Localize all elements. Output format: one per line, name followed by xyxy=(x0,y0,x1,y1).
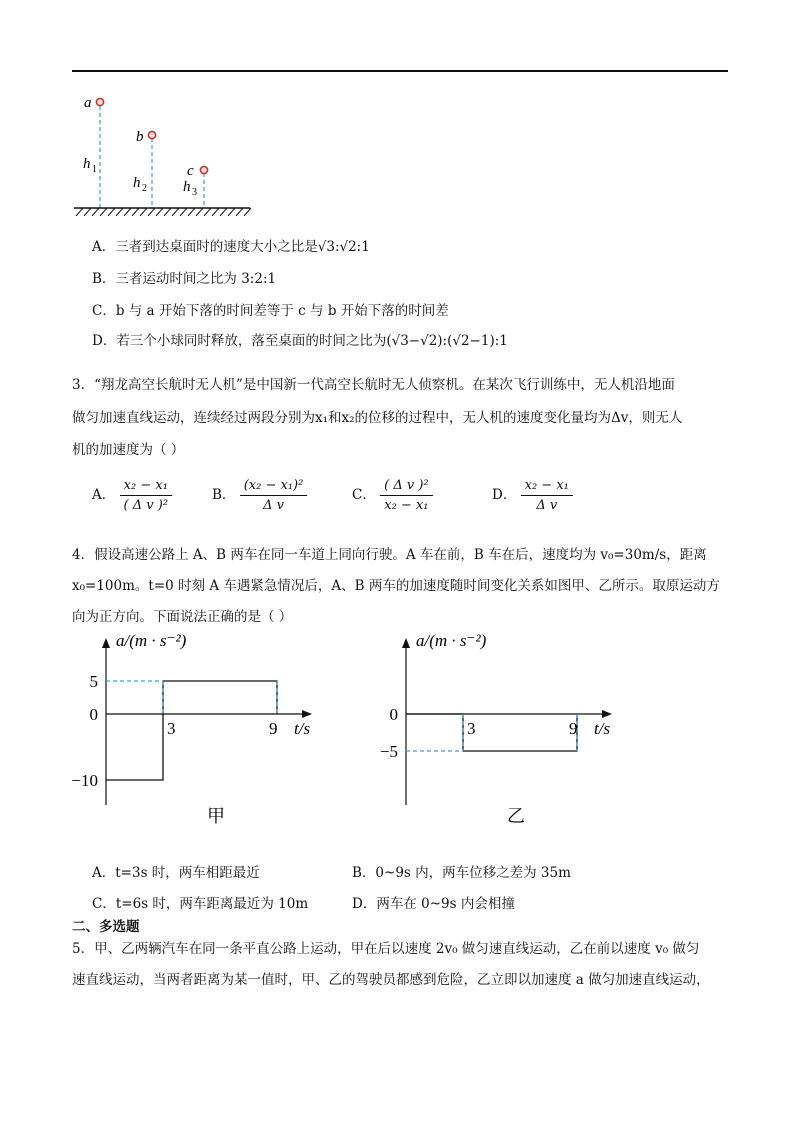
q3-option-d: D． $\frac{\text{x₂ − x₁}}{\text{Δ v}}$ xyxy=(492,478,573,513)
q4-line-2: x₀=100m。t=0 时刻 A 车遇紧急情况后，A、B 两车的加速度随时间变化关系如图甲、乙所示。取原运动方 xyxy=(72,578,720,594)
q3-b-denominator: Δ v xyxy=(263,498,284,513)
tabletop-hatching xyxy=(76,208,251,216)
q4-option-b: B．0~9s 内，两车位移之差为 35m xyxy=(352,865,571,881)
q3-d-numerator: x₂ − x₁ xyxy=(521,478,573,496)
q4-line-1: 4．假设高速公路上 A、B 两车在同一车道上同向行驶。A 车在前，B 车在后，速度均为 v₀=30m/s，距离 xyxy=(72,547,707,563)
q2-option-c: C．b 与 a 开始下落的时间差等于 c 与 b 开始下落的时间差 xyxy=(92,303,449,319)
y-tick-label: −10 xyxy=(71,771,98,790)
x-axis-arrow xyxy=(602,710,612,718)
label-a: a xyxy=(84,95,92,111)
ball-b xyxy=(148,131,155,138)
q3-b-numerator: (x₂ − x₁)² xyxy=(240,478,308,496)
label-c: c xyxy=(187,163,194,179)
y-tick-label: 0 xyxy=(389,705,398,724)
label-h1: h xyxy=(83,156,91,172)
q3-a-denominator: ( Δ v )² xyxy=(123,498,169,513)
label-h3: h xyxy=(183,179,191,195)
q3-c-numerator: ( Δ v )² xyxy=(380,478,432,496)
chart-title: 甲 xyxy=(207,806,225,826)
series-line xyxy=(406,714,577,751)
q3-a-numerator: x₂ − x₁ xyxy=(120,478,172,496)
y-axis-label: a/(m · s⁻²) xyxy=(116,631,187,650)
y-axis-label: a/(m · s⁻²) xyxy=(416,631,487,650)
q4-option-d: D．两车在 0~9s 内会相撞 xyxy=(352,896,515,912)
label-h2: h xyxy=(133,175,141,191)
q5-line-2: 速直线运动，当两者距离为某一值时，甲、乙的驾驶员都感到危险，乙立即以加速度 a 做匀加速直线运动， xyxy=(72,972,710,988)
label-h2-sub: 2 xyxy=(142,183,147,194)
series-line xyxy=(106,681,277,780)
y-tick-label: 0 xyxy=(89,705,98,724)
y-axis-arrow xyxy=(402,638,410,648)
q3-c-denominator: x₂ − x₁ xyxy=(384,498,429,513)
q3-option-b: B． $\frac{\text{(x₂ − x₁)²}}{\text{Δ v}}$ xyxy=(212,478,307,513)
x-tick-label: 3 xyxy=(167,719,176,738)
label-h1-sub: 1 xyxy=(92,164,97,175)
ball-c xyxy=(200,166,207,173)
chart-jia xyxy=(60,630,320,840)
falling-balls-figure xyxy=(70,88,260,216)
q5-line-1: 5．甲、乙两辆汽车在同一条平直公路上运动，甲在后以速度 2v₀ 做匀速直线运动，乙在前以速度 v₀ 做匀 xyxy=(72,941,700,957)
y-tick-label: −5 xyxy=(379,742,398,761)
header-rule xyxy=(72,70,728,72)
y-axis-arrow xyxy=(102,638,110,648)
x-axis-label: t/s xyxy=(294,719,311,738)
chart-title: 乙 xyxy=(507,806,525,826)
x-axis-arrow xyxy=(302,710,312,718)
q3-line-1: 3．“翔龙高空长航时无人机”是中国新一代高空长航时无人侦察机。在某次飞行训练中，无人机沿地面 xyxy=(72,377,675,393)
x-tick-label: 3 xyxy=(467,719,476,738)
q4-option-c: C．t=6s 时，两车距离最近为 10m xyxy=(92,896,309,912)
y-tick-label: 5 xyxy=(89,672,98,691)
q3-line-3: 机的加速度为（ ） xyxy=(72,442,185,458)
x-axis-label: t/s xyxy=(594,719,611,738)
q3-option-a: A． $\frac{\text{x₂ − x₁}}{\text{( Δ v )²}}$ xyxy=(92,478,172,513)
q3-d-denominator: Δ v xyxy=(536,498,558,513)
q3-option-c: C． $\frac{\text{( Δ v )²}}{\text{x₂ − x₁}}$ xyxy=(352,478,433,513)
q2-option-b: B．三者运动时间之比为 3:2:1 xyxy=(92,271,277,287)
label-h3-sub: 3 xyxy=(192,187,197,198)
x-tick-label: 9 xyxy=(569,719,578,738)
section-multiple-choice: 二、多选题 xyxy=(72,919,140,935)
q4-option-a: A．t=3s 时，两车相距最近 xyxy=(92,865,260,881)
ball-a xyxy=(96,98,103,105)
q4-line-3: 向为正方向。下面说法正确的是（ ） xyxy=(72,609,293,625)
q3-line-2: 做匀加速直线运动，连续经过两段分别为x₁和x₂的位移的过程中，无人机的速度变化量均为Δv，则无人 xyxy=(72,410,683,426)
chart-yi xyxy=(360,630,620,840)
x-tick-label: 9 xyxy=(269,719,278,738)
q2-option-a: A．三者到达桌面时的速度大小之比是√3:√2:1 xyxy=(92,239,370,255)
label-b: b xyxy=(136,129,144,145)
q2-option-d: D．若三个小球同时释放，落至桌面的时间之比为(√3−√2):(√2−1):1 xyxy=(92,333,508,349)
